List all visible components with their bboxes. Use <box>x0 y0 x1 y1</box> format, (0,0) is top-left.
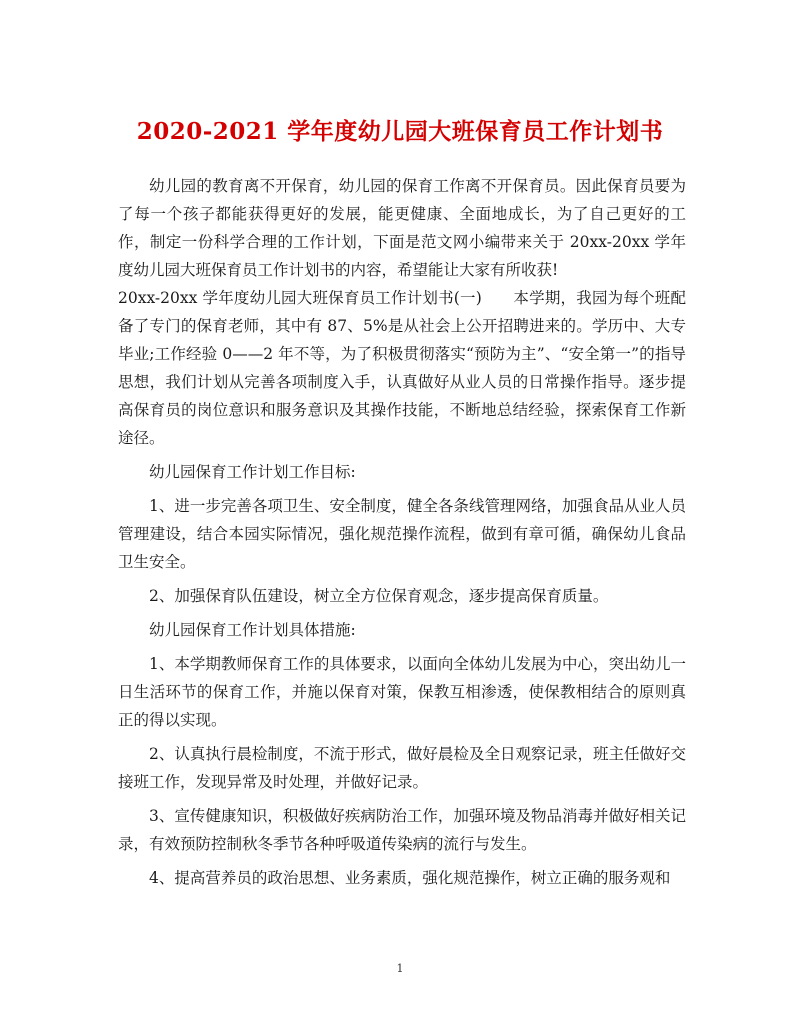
measure-item-1: 1、本学期教师保育工作的具体要求，以面向全体幼儿发展为中心，突出幼儿一日生活环节的保育工作，并施以保育对策，保教互相渗透，使保教相结合的原则真正的得以实现。 <box>118 655 686 729</box>
page-number: 1 <box>396 962 404 975</box>
measure-item-2: 2、认真执行晨检制度，不流于形式，做好晨检及全日观察记录，班主任做好交接班工作，发现异常及时处理，并做好记录。 <box>118 745 686 791</box>
measure-item-3: 3、宣传健康知识，积极做好疾病防治工作，加强环境及物品消毒并做好相关记录，有效预防控制秋冬季节各种呼吸道传染病的流行与发生。 <box>118 807 686 853</box>
plan-section-paragraph: 20xx-20xx 学年度幼儿园大班保育员工作计划书(一) 本学期，我园为每个班配备了专门的保育老师，其中有 87、5%是从社会上公开招聘进来的。学历中、大专毕业;工作经验 0——2 年不等，为了积极贯彻落实“预防为主”、“安全第一”的指导思想，我们计划从完善各项制度入手，认真做好从业人员的日常操作指导。逐步提高保育员的岗位意识和服务意识及其操作技能，不断地总结经验，探索保育工作新途径。 <box>118 289 686 447</box>
goals-heading: 幼儿园保育工作计划工作目标: <box>149 463 356 481</box>
document-title: 2020-2021 学年度幼儿园大班保育员工作计划书 <box>136 118 664 145</box>
measures-heading: 幼儿园保育工作计划具体措施: <box>149 621 356 639</box>
goal-item-2: 2、加强保育队伍建设，树立全方位保育观念，逐步提高保育质量。 <box>149 587 609 605</box>
intro-paragraph: 幼儿园的教育离不开保育，幼儿园的保育工作离不开保育员。因此保育员要为了每一个孩子都能获得更好的发展，能更健康、全面地成长，为了自己更好的工作，制定一份科学合理的工作计划，下面是范文网小编带来关于 20xx-20xx 学年度幼儿园大班保育员工作计划书的内容，希望能让大家有所收获! <box>118 177 686 279</box>
document-body <box>118 172 686 892</box>
measure-item-4: 4、提高营养员的政治思想、业务素质，强化规范操作，树立正确的服务观和 <box>149 869 671 887</box>
goal-item-1: 1、进一步完善各项卫生、安全制度，健全各条线管理网络，加强食品从业人员管理建设，结合本园实际情况，强化规范操作流程，做到有章可循，确保幼儿食品卫生安全。 <box>118 497 686 571</box>
